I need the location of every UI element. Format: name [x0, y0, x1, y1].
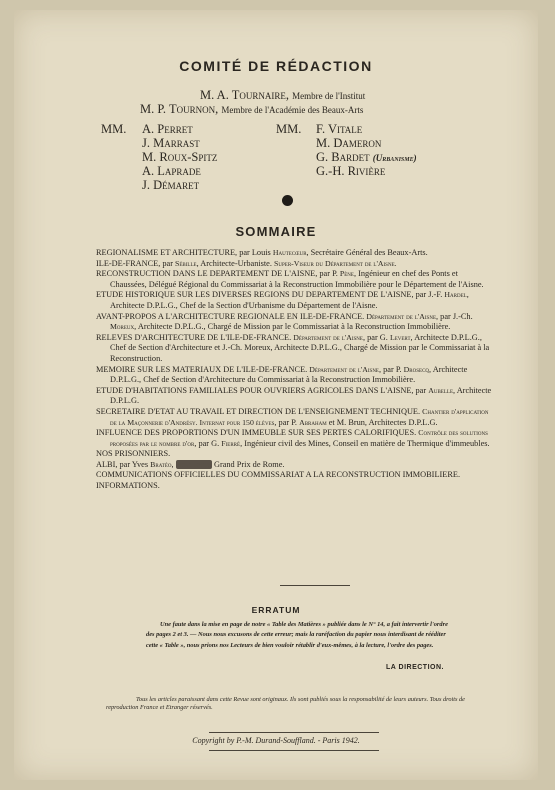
- sommaire-entry: ETUDE D'HABITATIONS FAMILIALES POUR OUVRIERS AGRICOLES DANS L'AISNE, par Aubelle, Architecte D.P.L.G.: [96, 385, 492, 406]
- sommaire-entry: SECRETAIRE D'ETAT AU TRAVAIL ET DIRECTION DE L'ENSEIGNEMENT TECHNIQUE. Chantier d'application de la Maçonnerie d'Andrésy. Internat pour 150 élèves, par P. Abraham et M. Brun, Architectes D.P.L.G.: [96, 406, 489, 427]
- copyright: Copyright by P.-M. Durand-Souffland. - Paris 1942.: [192, 736, 360, 745]
- sommaire-entry: NOS PRISONNIERS.: [96, 449, 171, 459]
- member: M. Roux-Spitz: [142, 150, 218, 164]
- rights-notice: Tous les articles paraissant dans cette Revue sont originaux. Ils sont publiés sous la responsabilité de leurs auteurs. Tous droits de reproduction France et Etranger réservés.: [106, 696, 465, 712]
- member: J. Démaret: [142, 178, 200, 192]
- sommaire-entry: ALBI, par Yves Bratéo, architecte Grand Prix de Rome.: [96, 459, 285, 469]
- right-prefix: MM.: [276, 122, 302, 136]
- section-bullet: [282, 195, 293, 206]
- sommaire-entry: ETUDE HISTORIQUE SUR LES DIVERSES REGIONS DU DEPARTEMENT DE L'AISNE, par J.-F. Hardel, Architecte D.P.L.G., Chef de la Section d'Urbanisme du Département de l'Aisne.: [96, 290, 469, 310]
- divider: [280, 585, 350, 586]
- ink-smudge: architecte: [177, 459, 210, 469]
- member: F. Vitale: [316, 122, 363, 136]
- sommaire-entry: INFLUENCE DES PROPORTIONS D'UN IMMEUBLE SUR SES PERTES CALORIFIQUES. Contrôle des solutions proposées par le nombre d'or, par G. Fierré, Ingénieur civil des Mines, Conseil en matière de Thermique d'immeubles.: [96, 428, 490, 448]
- sommaire-entry: MEMOIRE SUR LES MATERIAUX DE L'ILE-DE-FRANCE. Département de l'Aisne, par P. Drosecq, Architecte D.P.L.G., Chef de Section d'Architecture du Commissariat à la Reconstruction Immobilière.: [96, 364, 468, 385]
- divider: [209, 732, 379, 733]
- member: M. Dameron: [316, 136, 382, 150]
- comite-title: COMITÉ DE RÉDACTION: [179, 58, 373, 74]
- member: A. Laprade: [142, 164, 201, 178]
- comite-line-2: M. P. Tournon, Membre de l'Académie des Beaux-Arts: [140, 102, 364, 116]
- sommaire-list: [96, 248, 496, 492]
- sommaire-entry: AVANT-PROPOS A L'ARCHITECTURE REGIONALE EN ILE-DE-FRANCE. Département de l'Aisne, par J.-Ch. Moreux, Architecte D.P.L.G., Chargé de Mission par le Commissariat à la Reconstruction Immobilière.: [96, 311, 473, 332]
- document-page: [14, 10, 538, 780]
- sommaire-entry: RECONSTRUCTION DANS LE DEPARTEMENT DE L'AISNE, par P. Pène, Ingénieur en chef des Ponts et Chaussées, Délégué Régional du Commissariat à la Reconstruction Immobilière pour le Département de l'Aisne.: [96, 269, 484, 289]
- member: G.-H. Rivière: [316, 164, 386, 178]
- erratum-body: Une faute dans la mise en page de notre « Table des Matières » publiée dans le N° 14, a fait intervertir l'ordre des pages 2 et 3. — Nous nous excusons de cette erreur; mais la raréfaction du papier nous interdisant de rééditer cette « Table », nous prions nos Lecteurs de bien vouloir rétablir d'eux-mêmes, à la lecture, l'ordre des pages.: [146, 621, 448, 649]
- sommaire-entry: COMMUNICATIONS OFFICIELLES DU COMMISSARIAT A LA RECONSTRUCTION IMMOBILIERE.: [96, 470, 461, 480]
- sommaire-title: SOMMAIRE: [235, 224, 317, 239]
- divider: [209, 750, 379, 751]
- sommaire-entry: INFORMATIONS.: [96, 481, 160, 491]
- member: J. Marrast: [142, 136, 200, 150]
- sommaire-entry: ILE-DE-FRANCE, par Sébille, Architecte-Urbaniste. Super-Viseur du Département de l'Aisne.: [96, 258, 397, 268]
- sommaire-entry: REGIONALISME ET ARCHITECTURE, par Louis Hautecœur, Secrétaire Général des Beaux-Arts.: [96, 248, 428, 257]
- erratum-title: ERRATUM: [251, 605, 301, 615]
- erratum-signature: LA DIRECTION.: [386, 664, 444, 671]
- member-bardet: G. Bardet (Urbanisme): [316, 150, 417, 164]
- member: A. Perret: [142, 122, 193, 136]
- comite-line-1: M. A. Tournaire, Membre de l'Institut: [200, 88, 366, 102]
- left-prefix: MM.: [101, 122, 127, 136]
- sommaire-entry: RELEVES D'ARCHITECTURE DE L'ILE-DE-FRANCE. Département de l'Aisne, par G. Levert, Architecte D.P.L.G., Chef de Section d'Architecture et J.-Ch. Moreux, Architecte D.P.L.G., Chargé de Mission par le Commissariat à la Reconstruction.: [96, 332, 490, 363]
